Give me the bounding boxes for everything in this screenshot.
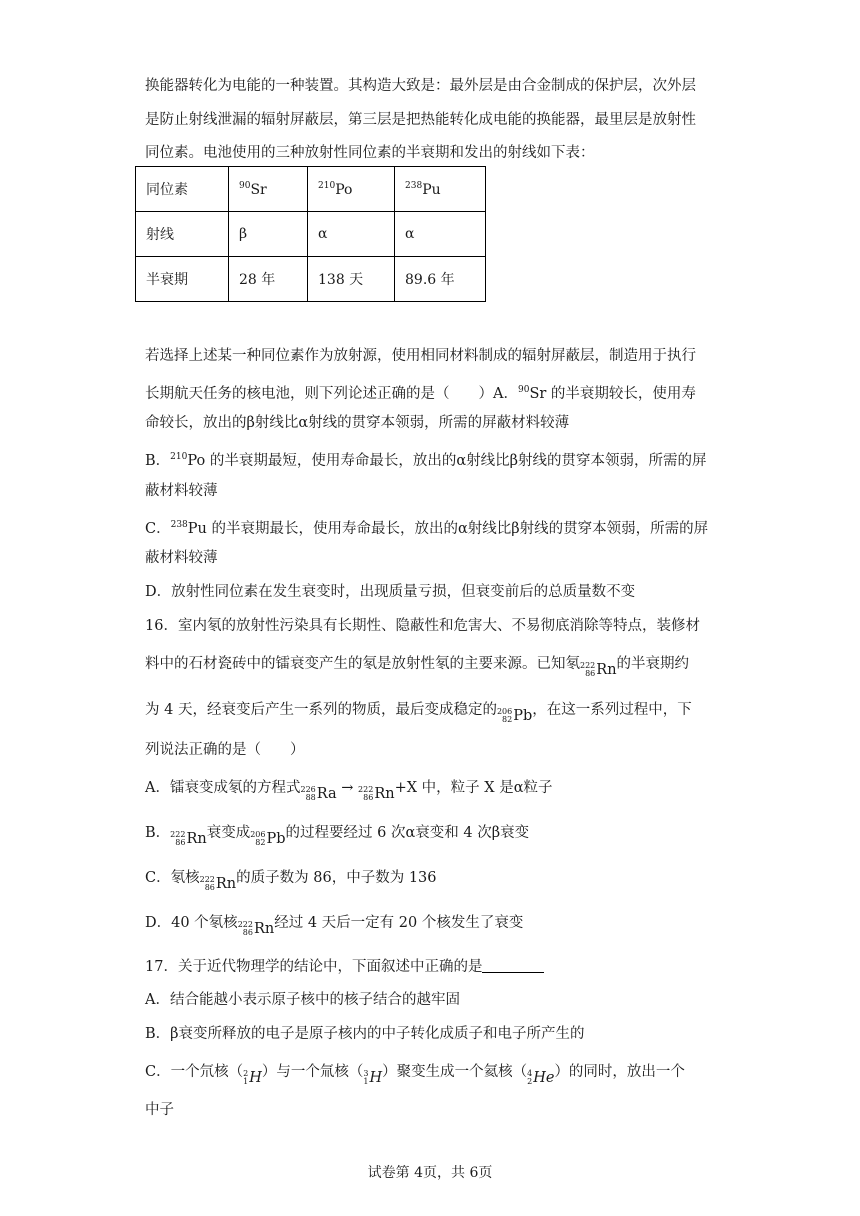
- nuclide-pb: 206 82 Pb: [250, 830, 286, 847]
- answer-blank: [482, 958, 544, 973]
- nuclide-h3: 3 1 H: [363, 1069, 383, 1086]
- q16-line-3: 为 4 天，经衰变后产生一系列的物质，最后变成稳定的 206 82 Pb ，在这一系列过程中，下: [145, 702, 692, 724]
- table-row: [136, 167, 486, 212]
- q15-option-c: C．$^{238}$Pu 的半衰期最长，使用寿命最长，放出的α射线比β射线的贯穿本领弱，所需的屏: [145, 520, 709, 537]
- q16-option-a: A．镭衰变成氡的方程式 226 88 Ra → 222 86 Rn +X 中，粒子 X 是α粒子: [145, 780, 553, 802]
- q15-option-b-cont: 蔽材料较薄: [145, 483, 218, 499]
- table-cell: α: [395, 212, 486, 257]
- q16-option-c: C．氡核 222 86 Rn 的质子数为 86，中子数为 136: [145, 870, 437, 892]
- table-cell: $^{210}$Po: [308, 167, 395, 212]
- q15-option-c-cont: 蔽材料较薄: [145, 550, 218, 566]
- table-cell: β: [229, 212, 308, 257]
- nuclide-he: 4 2 He: [527, 1069, 555, 1086]
- q17-stem: 17．关于近代物理学的结论中，下面叙述中正确的是: [145, 957, 544, 977]
- nuclide-h2: 2 1 H: [243, 1069, 262, 1086]
- nuclide-rn: 222 86 Rn: [237, 920, 275, 937]
- table-row: [136, 212, 486, 257]
- q16-line-1: 16．室内氡的放射性污染具有长期性、隐蔽性和危害大、不易彻底消除等特点，装修材: [145, 618, 700, 634]
- table-cell: 射线: [136, 212, 229, 257]
- q15-option-d: D．放射性同位素在发生衰变时，出现质量亏损，但衰变前后的总质量数不变: [145, 584, 636, 600]
- intro-line-3: 同位素。电池使用的三种放射性同位素的半衰期和发出的射线如下表：: [145, 145, 595, 161]
- q17-option-c-cont: 中子: [145, 1102, 174, 1118]
- q16-line-4: 列说法正确的是（ ）: [145, 742, 305, 758]
- q17-option-a: A．结合能越小表示原子核中的核子结合的越牢固: [145, 992, 460, 1008]
- table-cell: $^{238}$Pu: [395, 167, 486, 212]
- intro-line-2: 是防止射线泄漏的辐射屏蔽层，第三层是把热能转化成电能的换能器，最里层是放射性: [145, 112, 696, 128]
- table-cell: $^{90}$Sr: [229, 167, 308, 212]
- q15-line-2: 长期航天任务的核电池，则下列论述正确的是（ ）A．$^{90}$Sr 的半衰期较长，使用寿: [145, 385, 696, 402]
- q15-line-3: 命较长，放出的β射线比α射线的贯穿本领弱，所需的屏蔽材料较薄: [145, 415, 570, 431]
- q15-option-b: B．$^{210}$Po 的半衰期最短，使用寿命最长，放出的α射线比β射线的贯穿本领弱，所需的屏: [145, 452, 707, 469]
- table-cell: α: [308, 212, 395, 257]
- isotope-table: [135, 166, 486, 302]
- q16-line-2: 料中的石材瓷砖中的镭衰变产生的氡是放射性氡的主要来源。已知氡 222 86 Rn 的半衰期约: [145, 656, 690, 678]
- page-footer: 试卷第 4页，共 6页: [367, 1165, 493, 1181]
- nuclide-rn: 222 86 Rn: [170, 830, 207, 847]
- nuclide-ra: 226 88 Ra: [300, 785, 337, 802]
- nuclide-pb: 206 82 Pb: [496, 707, 533, 724]
- q16-option-b: B． 222 86 Rn 衰变成 206 82 Pb 的过程要经过 6 次α衰变和 4 次β衰变: [145, 825, 530, 847]
- table-cell: 28 年: [229, 257, 308, 302]
- table-row: [136, 257, 486, 302]
- q16-option-d: D．40 个氡核 222 86 Rn 经过 4 天后一定有 20 个核发生了衰变: [145, 915, 524, 937]
- table-cell: 138 天: [308, 257, 395, 302]
- nuclide-rn: 222 86 Rn: [580, 661, 617, 678]
- intro-line-1: 换能器转化为电能的一种装置。其构造大致是：最外层是由合金制成的保护层，次外层: [145, 78, 696, 94]
- q15-line-1: 若选择上述某一种同位素作为放射源，使用相同材料制成的辐射屏蔽层，制造用于执行: [145, 348, 696, 364]
- table-cell: 同位素: [136, 167, 229, 212]
- nuclide-rn: 222 86 Rn: [199, 875, 237, 892]
- table-cell: 半衰期: [136, 257, 229, 302]
- q17-option-b: B．β衰变所释放的电子是原子核内的中子转化成质子和电子所产生的: [145, 1026, 585, 1042]
- table-cell: 89.6 年: [395, 257, 486, 302]
- nuclide-rn: 222 86 Rn: [358, 785, 395, 802]
- q17-option-c: C．一个氘核（ 2 1 H ）与一个氚核（ 3 1 H ）聚变生成一个氦核（ 4 2 He ）的同时，放出一个: [145, 1064, 685, 1086]
